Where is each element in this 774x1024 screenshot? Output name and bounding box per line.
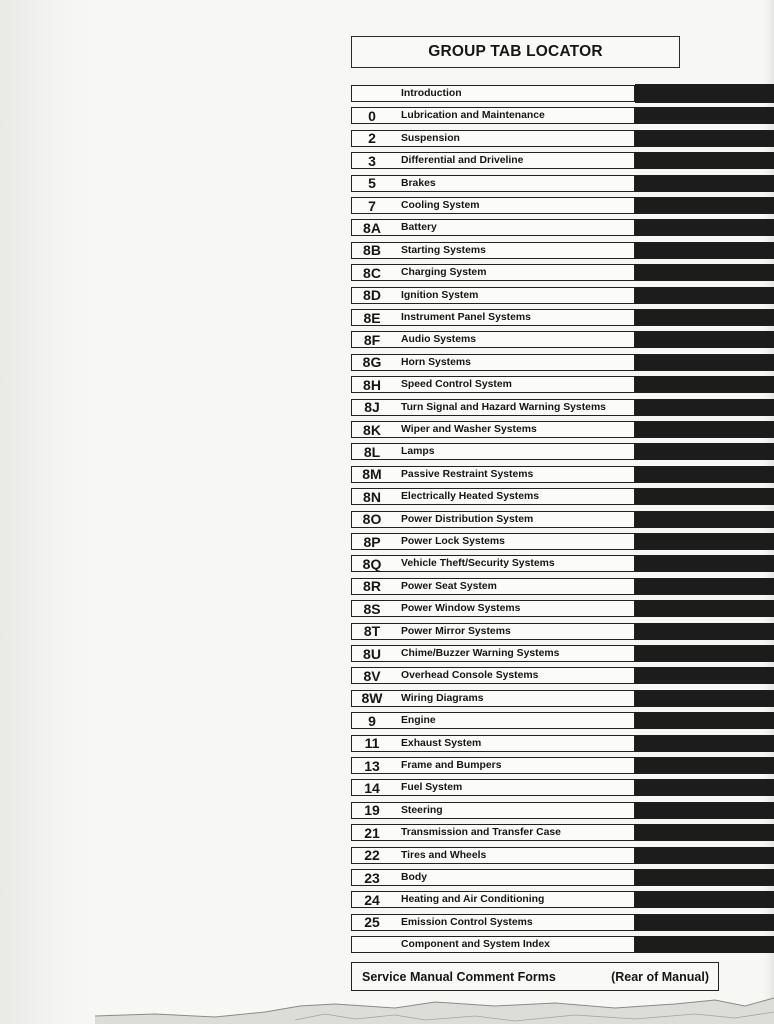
tab-row[interactable] (351, 554, 774, 576)
black-tab-marker (635, 287, 774, 304)
tab-entry-box (351, 623, 635, 640)
black-tab-marker (635, 264, 774, 281)
tab-group-number: 14 (364, 779, 380, 796)
tab-entry-box (351, 399, 635, 416)
tab-group-title: Vehicle Theft/Security Systems (401, 558, 555, 570)
tab-group-number (352, 937, 392, 952)
tab-group-title: Wiring Diagrams (401, 692, 484, 704)
tab-row[interactable] (351, 644, 774, 666)
tab-group-number: 8D (363, 287, 381, 304)
black-tab-marker (635, 847, 774, 864)
tab-entry-box (351, 578, 635, 595)
tab-entry-box (351, 421, 635, 438)
tab-entry-box (351, 712, 635, 729)
tab-entry-box (351, 779, 635, 796)
tab-group-number: 8Q (362, 555, 382, 572)
tab-group-number: 8A (363, 219, 381, 236)
tab-group-number: 8J (364, 399, 380, 416)
tab-row[interactable] (351, 286, 774, 308)
tab-group-number: 8C (363, 264, 381, 281)
tab-row[interactable] (351, 778, 774, 800)
tab-row[interactable] (351, 823, 774, 845)
tab-group-number (352, 86, 392, 101)
black-tab-marker (635, 84, 774, 103)
tab-group-title: Turn Signal and Hazard Warning Systems (401, 401, 606, 413)
tab-group-number: 13 (364, 757, 380, 774)
tab-group-title: Transmission and Transfer Case (401, 827, 561, 839)
black-tab-marker (635, 555, 774, 572)
black-tab-marker (635, 757, 774, 774)
black-tab-marker (635, 309, 774, 326)
tab-group-number: 8M (362, 466, 382, 483)
tab-entry-box (351, 287, 635, 304)
tab-group-number: 8T (363, 623, 381, 640)
tab-row[interactable] (351, 935, 774, 957)
tab-group-number: 8L (363, 443, 381, 460)
tab-group-number: 21 (364, 824, 380, 841)
tab-group-number: 23 (364, 869, 380, 886)
tab-entry-box (351, 936, 635, 953)
comment-forms-box[interactable] (351, 962, 719, 991)
tab-entry-box (351, 847, 635, 864)
black-tab-marker (635, 197, 774, 214)
tab-group-number: 8N (363, 488, 381, 505)
tab-entry-box (351, 242, 635, 259)
black-tab-marker (635, 107, 774, 124)
tab-group-title: Frame and Bumpers (401, 760, 502, 771)
tab-entry-box (351, 331, 635, 348)
black-tab-marker (635, 175, 774, 192)
tab-entry-box (351, 85, 635, 102)
tab-entry-box (351, 735, 635, 752)
tab-group-title: Audio Systems (401, 334, 477, 346)
tab-row[interactable] (351, 398, 774, 420)
tab-group-title: Emission Control Systems (401, 916, 533, 928)
tab-row[interactable] (351, 913, 774, 935)
tab-row[interactable] (351, 599, 774, 621)
tab-row[interactable] (351, 487, 774, 509)
tab-group-title: Engine (401, 715, 436, 727)
tab-row[interactable] (351, 196, 774, 218)
tab-group-title: Component and System Index (401, 939, 550, 951)
tab-group-title: Chime/Buzzer Warning Systems (401, 648, 560, 659)
black-tab-marker (635, 511, 774, 528)
tab-row[interactable] (351, 241, 774, 263)
tab-entry-box (351, 152, 635, 169)
tab-entry-box (351, 533, 635, 550)
tab-entry-box (351, 175, 635, 192)
black-tab-marker (635, 824, 774, 841)
tab-row[interactable] (351, 375, 774, 397)
tab-group-title: Ignition System (401, 289, 479, 301)
tab-entry-box (351, 107, 635, 124)
tab-group-number: 25 (364, 914, 380, 931)
tab-group-number: 8O (362, 511, 382, 528)
tab-group-number: 11 (364, 735, 380, 752)
tab-row[interactable] (351, 711, 774, 733)
tab-group-title: Heating and Air Conditioning (401, 894, 545, 906)
tab-entry-box (351, 600, 635, 617)
tab-entry-box (351, 354, 635, 371)
tab-group-title: Suspension (401, 132, 460, 144)
tab-entry-box (351, 824, 635, 841)
black-tab-marker (635, 354, 774, 371)
tab-group-number: 8G (362, 354, 382, 371)
tab-group-number: 8F (363, 331, 381, 348)
tab-entry-box (351, 511, 635, 528)
page-title: GROUP TAB LOCATOR (351, 36, 680, 68)
black-tab-marker (635, 219, 774, 236)
tab-group-number: 8V (363, 667, 381, 684)
tab-entry-box (351, 757, 635, 774)
black-tab-marker (635, 623, 774, 640)
tab-group-number: 5 (368, 175, 376, 192)
tab-entry-box (351, 869, 635, 886)
tab-entry-box (351, 891, 635, 908)
black-tab-marker (635, 578, 774, 595)
tab-group-title: Instrument Panel Systems (401, 312, 531, 323)
tab-entry-box (351, 690, 635, 707)
tab-group-number: 8W (361, 690, 383, 707)
black-tab-marker (635, 712, 774, 729)
tab-row[interactable] (351, 174, 774, 196)
tab-row[interactable] (351, 353, 774, 375)
tab-group-title: Lubrication and Maintenance (401, 110, 545, 122)
tab-entry-box (351, 555, 635, 572)
comment-forms-label: Service Manual Comment Forms (362, 969, 556, 984)
tab-group-title: Charging System (401, 267, 487, 279)
tab-group-title: Electrically Heated Systems (401, 491, 540, 503)
black-tab-marker (635, 936, 774, 953)
tab-group-title: Horn Systems (401, 356, 471, 368)
tab-group-number: 0 (368, 107, 376, 124)
black-tab-marker (635, 376, 774, 393)
black-tab-marker (635, 443, 774, 460)
comment-forms-location: (Rear of Manual) (611, 969, 709, 984)
tab-group-number: 9 (368, 712, 376, 729)
tab-row[interactable] (351, 263, 774, 285)
tab-entry-box (351, 443, 635, 460)
tab-entry-box (351, 130, 635, 147)
tab-group-title: Fuel System (401, 782, 463, 794)
tab-entry-box (351, 914, 635, 931)
tab-entry-box (351, 802, 635, 819)
black-tab-marker (635, 735, 774, 752)
tab-entry-box (351, 376, 635, 393)
tab-row[interactable] (351, 689, 774, 711)
tab-group-number: 8B (363, 242, 381, 259)
black-tab-marker (635, 488, 774, 505)
tab-group-number: 2 (368, 130, 376, 147)
black-tab-marker (635, 152, 774, 169)
tab-group-number: 8E (363, 309, 381, 326)
black-tab-marker (635, 130, 774, 147)
black-tab-marker (635, 242, 774, 259)
tab-group-title: Overhead Console Systems (401, 670, 539, 682)
tab-entry-box (351, 264, 635, 281)
tab-entry-box (351, 466, 635, 483)
black-tab-marker (635, 802, 774, 819)
tab-group-number: 8S (363, 600, 381, 617)
black-tab-marker (635, 891, 774, 908)
tab-group-number: 22 (364, 847, 380, 864)
tab-row[interactable] (351, 330, 774, 352)
tab-group-title: Cooling System (401, 200, 480, 211)
tab-group-number: 8H (363, 376, 381, 393)
tab-group-title: Power Seat System (401, 580, 497, 592)
tab-group-title: Power Lock Systems (401, 536, 505, 547)
tab-group-title: Battery (401, 222, 437, 234)
tab-entry-box (351, 197, 635, 214)
tab-group-number: 19 (364, 802, 380, 819)
tab-group-title: Passive Restraint Systems (401, 468, 534, 480)
black-tab-marker (635, 914, 774, 931)
tab-group-title: Power Distribution System (401, 513, 534, 525)
tab-group-title: Tires and Wheels (401, 849, 487, 861)
tab-row[interactable] (351, 890, 774, 912)
tab-row[interactable] (351, 420, 774, 442)
black-tab-marker (635, 667, 774, 684)
tab-row[interactable] (351, 734, 774, 756)
tab-group-number: 8P (363, 533, 381, 550)
tab-group-title: Wiper and Washer Systems (401, 424, 537, 435)
black-tab-marker (635, 779, 774, 796)
black-tab-marker (635, 690, 774, 707)
tab-row[interactable] (351, 308, 774, 330)
tab-group-title: Differential and Driveline (401, 155, 524, 167)
tab-group-title: Power Window Systems (401, 603, 521, 615)
black-tab-marker (635, 600, 774, 617)
tab-row[interactable] (351, 151, 774, 173)
tab-row[interactable] (351, 801, 774, 823)
tab-row[interactable] (351, 218, 774, 240)
tab-row[interactable] (351, 129, 774, 151)
tab-group-number: 7 (368, 197, 376, 214)
tab-row[interactable] (351, 532, 774, 554)
tab-row[interactable] (351, 465, 774, 487)
tab-row[interactable] (351, 106, 774, 128)
tab-group-title: Lamps (401, 446, 435, 458)
black-tab-marker (635, 869, 774, 886)
tab-group-title: Starting Systems (401, 244, 486, 256)
tab-group-title: Introduction (401, 88, 462, 99)
black-tab-marker (635, 399, 774, 416)
tab-group-title: Body (401, 872, 427, 883)
tab-entry-box (351, 488, 635, 505)
torn-page-edge (95, 994, 774, 1024)
black-tab-marker (635, 466, 774, 483)
tab-group-title: Exhaust System (401, 737, 482, 749)
tab-row[interactable] (351, 666, 774, 688)
tab-group-title: Steering (401, 804, 443, 816)
tab-entry-box (351, 309, 635, 326)
black-tab-marker (635, 645, 774, 662)
tab-group-title: Power Mirror Systems (401, 625, 511, 637)
tab-group-title: Speed Control System (401, 379, 512, 391)
black-tab-marker (635, 421, 774, 438)
tab-row[interactable] (351, 84, 774, 106)
black-tab-marker (635, 533, 774, 550)
tab-row[interactable] (351, 756, 774, 778)
tab-row[interactable] (351, 622, 774, 644)
tab-group-number: 8K (363, 421, 381, 438)
tab-entry-box (351, 645, 635, 662)
black-tab-marker (635, 331, 774, 348)
tab-entry-box (351, 667, 635, 684)
tab-row[interactable] (351, 442, 774, 464)
tab-group-number: 3 (368, 152, 376, 169)
tab-row[interactable] (351, 846, 774, 868)
tab-group-title: Brakes (401, 177, 436, 189)
page-binding-shadow (0, 0, 95, 1024)
tab-group-number: 8U (363, 645, 381, 662)
tab-group-number: 8R (363, 578, 381, 595)
tab-group-number: 24 (364, 891, 380, 908)
tab-row[interactable] (351, 868, 774, 890)
tab-row[interactable] (351, 577, 774, 599)
tab-entry-box (351, 219, 635, 236)
tab-row[interactable] (351, 510, 774, 532)
